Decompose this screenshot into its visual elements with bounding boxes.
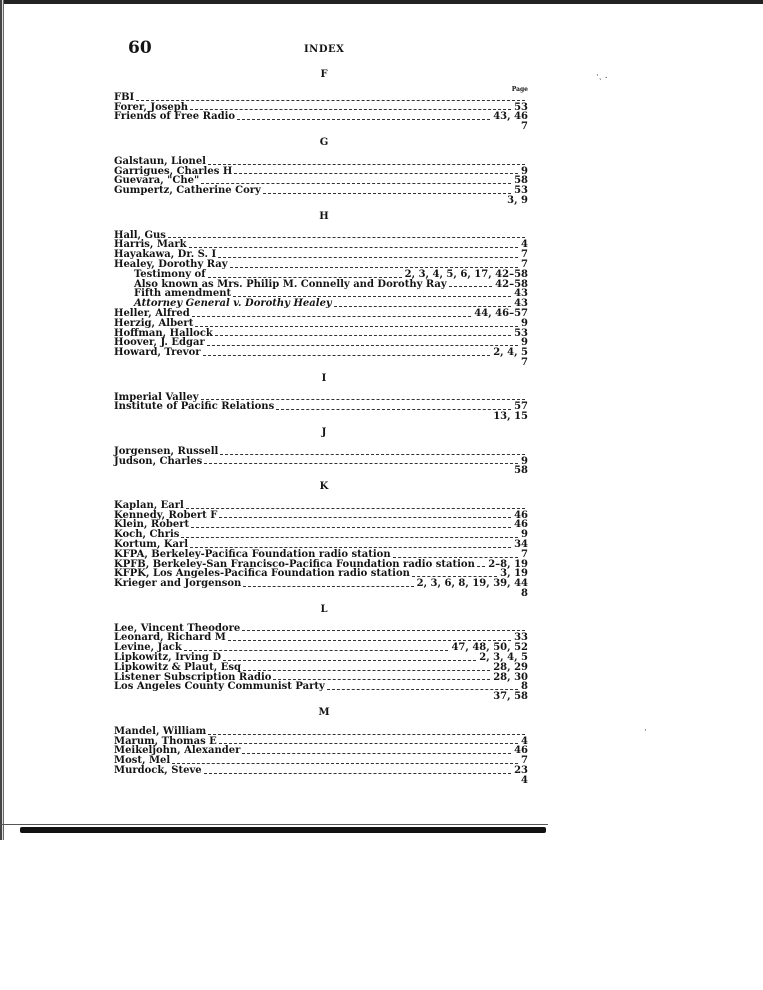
entry-pages: 4 — [521, 735, 528, 747]
leader-dots — [230, 267, 518, 268]
leader-dots — [242, 753, 511, 754]
entry-pages: 28, 29 — [493, 661, 528, 673]
entry-pages: 9 — [521, 337, 528, 349]
entry-name: Most, Mel — [114, 755, 171, 767]
entry-name: Also known as Mrs. Philip M. Connelly and Dorothy Ray — [134, 278, 447, 290]
leader-dots — [334, 306, 511, 307]
page-number: 60 — [128, 38, 152, 58]
leader-dots — [207, 345, 518, 346]
entry-name: Leonard, Richard M — [114, 632, 226, 644]
entry-name: Listener Subscription Radio — [114, 671, 272, 683]
entry-name: Imperial Valley — [114, 391, 199, 403]
leader-dots — [201, 399, 525, 400]
entry-pages-continued: 13, 15 — [493, 411, 528, 423]
entry-name: Kennedy, Robert F — [114, 509, 218, 521]
entry-pages: 9 — [521, 165, 528, 177]
entry-name: Klein, Robert — [114, 519, 190, 531]
entry-pages: 33 — [514, 632, 528, 644]
entry-name: Institute of Pacific Relations — [114, 401, 275, 413]
leader-dots — [234, 173, 518, 174]
leader-dots — [201, 183, 511, 184]
index-section-i — [114, 374, 534, 422]
index-section-l — [114, 605, 534, 702]
entry-pages: 47, 48, 50, 52 — [451, 642, 528, 654]
leader-dots — [276, 409, 511, 410]
leader-dots — [184, 650, 449, 651]
index-entry — [114, 348, 534, 358]
leader-dots — [190, 547, 511, 548]
entry-name: Krieger and Jorgenson — [114, 578, 242, 590]
entry-name: KFPK, Los Angeles-Pacifica Foundation radio station — [114, 568, 410, 580]
entry-name: Hoffman, Hallock — [114, 327, 213, 339]
entry-name: Kaplan, Earl — [114, 499, 184, 511]
entry-pages: 2, 3, 6, 8, 19, 39, 44 — [416, 578, 528, 590]
entry-name: Hall, Gus — [114, 229, 166, 241]
leader-dots — [219, 517, 511, 518]
index-section-j — [114, 428, 534, 476]
index-section-k — [114, 482, 534, 599]
leader-dots — [192, 316, 472, 317]
leader-dots — [223, 660, 476, 661]
scan-border-left — [0, 0, 6, 840]
section-letter: G — [319, 136, 329, 148]
entry-name: Attorney General v. Dorothy Healey — [134, 298, 332, 310]
section-letter: I — [321, 372, 327, 384]
entry-pages: 42–58 — [495, 278, 528, 290]
leader-dots — [208, 277, 402, 278]
leader-dots — [203, 355, 491, 356]
entry-name: Garrigues, Charles H — [114, 165, 233, 177]
section-letter: L — [320, 603, 328, 615]
leader-dots — [136, 100, 525, 101]
leader-dots — [412, 576, 497, 577]
entry-name: Fifth amendment — [134, 288, 232, 300]
entry-pages: 9 — [521, 455, 528, 467]
entry-name: Harris, Mark — [114, 239, 187, 251]
leader-dots — [208, 164, 525, 165]
entry-pages: 8 — [521, 681, 528, 693]
section-letter: H — [319, 210, 329, 222]
leader-dots — [204, 773, 511, 774]
leader-dots — [243, 670, 490, 671]
entry-name: Howard, Trevor — [114, 347, 201, 359]
leader-dots — [208, 734, 525, 735]
entry-name: Marum, Thomas E — [114, 735, 217, 747]
scan-speck: · — [644, 726, 647, 736]
section-letter: K — [319, 481, 329, 493]
leader-dots — [215, 335, 511, 336]
leader-dots — [189, 247, 518, 248]
leader-dots — [237, 119, 490, 120]
entry-name: Hoover, J. Edgar — [114, 337, 205, 349]
leader-dots — [218, 257, 518, 258]
entry-pages: 53 — [514, 327, 528, 339]
index-entry — [114, 746, 534, 756]
entry-pages: 43 — [514, 298, 528, 310]
entry-name: Hayakawa, Dr. S. I — [114, 249, 217, 261]
entry-pages: 34 — [514, 539, 528, 551]
leader-dots — [168, 237, 525, 238]
entry-pages-continued: 58 — [514, 465, 528, 477]
entry-pages-continued: 7 — [521, 356, 528, 368]
index-entry — [114, 579, 534, 589]
entry-name: Healey, Dorothy Ray — [114, 258, 228, 270]
index-section-h — [114, 212, 534, 368]
leader-dots — [393, 557, 518, 558]
page-column-label: Page — [511, 85, 528, 93]
leader-dots — [186, 508, 525, 509]
leader-dots — [181, 537, 518, 538]
entry-pages: 46 — [514, 509, 528, 521]
entry-pages: 4 — [521, 239, 528, 251]
entry-pages: 53 — [514, 185, 528, 197]
entry-pages: 9 — [521, 529, 528, 541]
entry-pages: 2–8, 19 — [488, 558, 528, 570]
section-letter: F — [320, 69, 328, 80]
entry-pages: 53 — [514, 101, 528, 113]
index-entry — [114, 186, 534, 196]
entry-pages: 9 — [521, 317, 528, 329]
scan-speck: ·ˎ . — [596, 71, 608, 81]
entry-pages: 44, 46–57 — [474, 307, 528, 319]
entry-name: Mandel, William — [114, 725, 207, 737]
leader-dots — [233, 296, 511, 297]
entry-name: KFPA, Berkeley-Pacifica Foundation radio station — [114, 548, 391, 560]
leader-dots — [477, 566, 485, 567]
entry-pages: 43 — [514, 288, 528, 300]
entry-name: Levine, Jack — [114, 642, 182, 654]
leader-dots — [220, 454, 525, 455]
entry-pages: 3, 19 — [500, 568, 528, 580]
entry-pages-continued: 37, 58 — [493, 691, 528, 703]
entry-pages: 7 — [521, 258, 528, 270]
leader-dots — [243, 586, 413, 587]
running-head: INDEX — [304, 44, 345, 55]
entry-name: Guevara, "Che" — [114, 175, 200, 187]
index-entry — [114, 682, 534, 692]
entry-pages: 7 — [521, 548, 528, 560]
index-body — [114, 70, 534, 786]
entry-name: Herzig, Albert — [114, 317, 194, 329]
entry-name: Gumpertz, Catherine Cory — [114, 185, 261, 197]
section-letter: M — [318, 707, 330, 719]
index-section-g — [114, 138, 534, 206]
entry-name: Heller, Alfred — [114, 307, 190, 319]
entry-name: Friends of Free Radio — [114, 111, 236, 123]
entry-name: Murdock, Steve — [114, 765, 202, 777]
scan-border-bottom — [0, 823, 548, 835]
leader-dots — [190, 109, 511, 110]
entry-pages-continued: 7 — [521, 121, 528, 133]
entry-pages: 23 — [514, 765, 528, 777]
entry-pages: 46 — [514, 519, 528, 531]
leader-dots — [449, 286, 492, 287]
entry-pages: 43, 46 — [493, 111, 528, 123]
scan-border-top — [0, 0, 763, 4]
entry-pages: 2, 3, 4, 5, 6, 17, 42–58 — [404, 268, 528, 280]
index-entry — [114, 766, 534, 776]
leader-dots — [242, 630, 525, 631]
section-letter: J — [321, 426, 327, 438]
entry-pages: 58 — [514, 175, 528, 187]
index-section-m — [114, 708, 534, 786]
leader-dots — [204, 463, 518, 464]
entry-name: Meikeljohn, Alexander — [114, 745, 241, 757]
entry-name: Lipkowitz, Irving D — [114, 652, 222, 664]
index-entry — [114, 457, 534, 467]
entry-pages: 7 — [521, 249, 528, 261]
index-entry — [114, 112, 534, 122]
leader-dots — [273, 679, 490, 680]
entry-pages: 2, 4, 5 — [493, 347, 528, 359]
entry-name: Kortum, Karl — [114, 539, 189, 551]
entry-name: Koch, Chris — [114, 529, 180, 541]
leader-dots — [219, 743, 518, 744]
leader-dots — [191, 527, 511, 528]
entry-name: Lipkowitz & Plaut, Esq — [114, 661, 242, 673]
leader-dots — [195, 326, 518, 327]
leader-dots — [172, 763, 518, 764]
index-section-f — [114, 70, 534, 132]
entry-pages: 46 — [514, 745, 528, 757]
entry-name: Lee, Vincent Theodore — [114, 622, 241, 634]
index-entry — [114, 402, 534, 412]
entry-pages: 28, 30 — [493, 671, 528, 683]
entry-pages: 57 — [514, 401, 528, 413]
entry-name: Los Angeles County Communist Party — [114, 681, 325, 693]
entry-name: FBI — [114, 91, 135, 103]
entry-name: Testimony of — [134, 268, 206, 280]
entry-name: Jorgensen, Russell — [114, 445, 219, 457]
entry-pages-continued: 8 — [521, 588, 528, 600]
entry-pages: 2, 3, 4, 5 — [479, 652, 528, 664]
entry-name: Judson, Charles — [114, 455, 203, 467]
leader-dots — [228, 640, 511, 641]
leader-dots — [263, 193, 511, 194]
entry-name: Galstaun, Lionel — [114, 155, 206, 167]
entry-name: KPFB, Berkeley-San Francisco-Pacifica Foundation radio station — [114, 558, 475, 570]
entry-pages-continued: 3, 9 — [507, 194, 528, 206]
entry-pages-continued: 4 — [521, 774, 528, 786]
entry-name: Forer, Joseph — [114, 101, 189, 113]
leader-dots — [327, 689, 518, 690]
entry-pages: 7 — [521, 755, 528, 767]
